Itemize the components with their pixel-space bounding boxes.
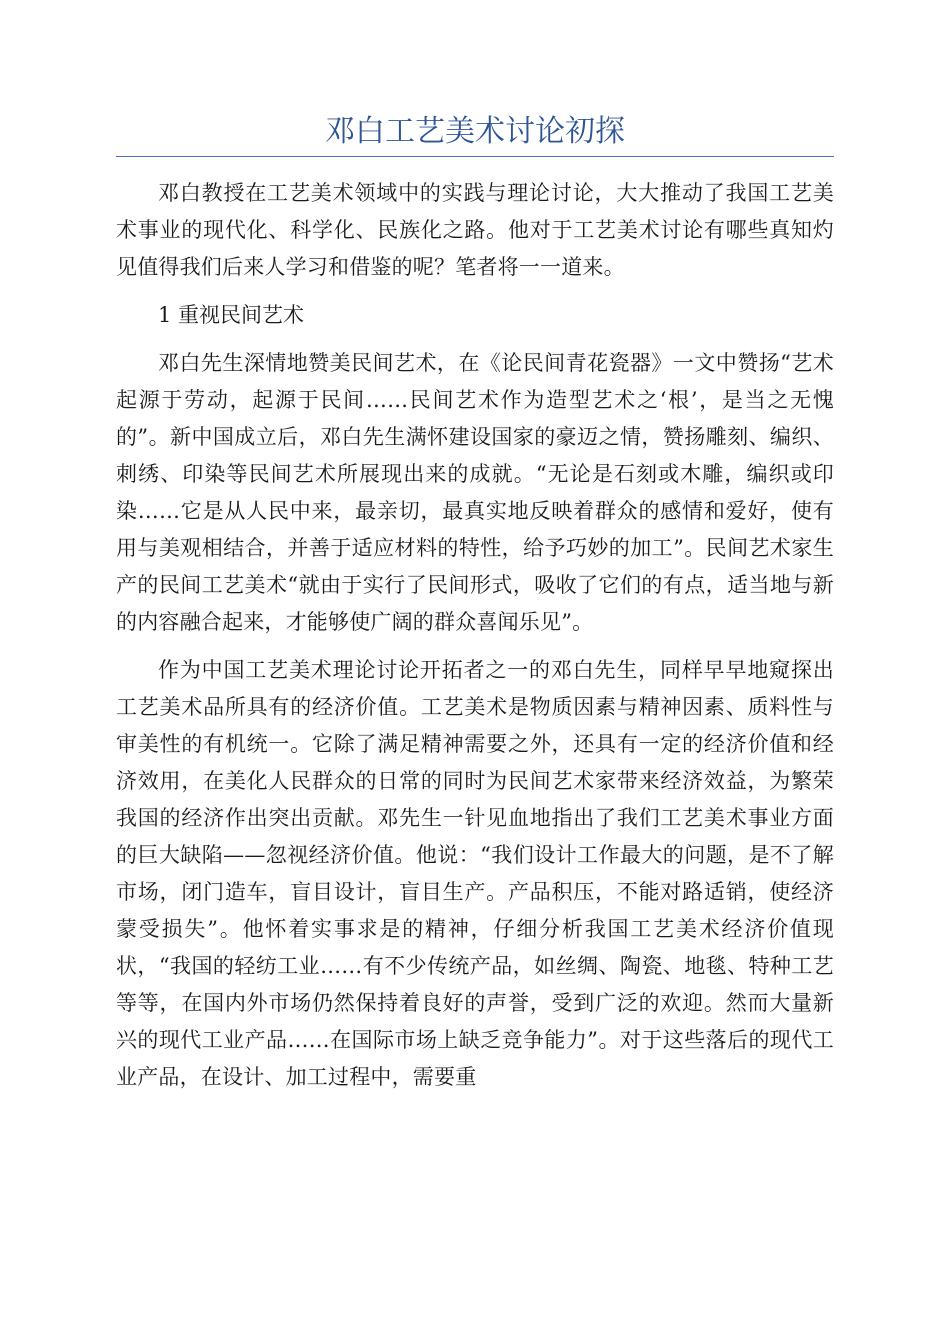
document-page	[116, 112, 834, 1107]
section-heading-folk-art: 1 重视民间艺术	[158, 303, 305, 327]
title-underline	[116, 156, 834, 157]
paragraph-folk-art: 邓白先生深情地赞美民间艺术，在《论民间青花瓷器》一文中赞扬“艺术起源于劳动，起源于民间……民间艺术作为造型艺术之‘根’，是当之无愧的”。新中国成立后，邓白先生满怀建设国家的豪迈之情，赞扬雕刻、编织、刺绣、印染等民间艺术所展现出来的成就。“无论是石刻或木雕，编织或印染……它是从人民中来，最亲切，最真实地反映着群众的感情和爱好，使有用与美观相结合，并善于适应材料的特性，给予巧妙的加工”。民间艺术家生产的民间工艺美术“就由于实行了民间形式，吸收了它们的有点，适当地与新的内容融合起来，才能够使广阔的群众喜闻乐见”。	[116, 351, 834, 634]
document-title: 邓白工艺美术讨论初探	[325, 114, 625, 149]
paragraph-intro: 邓白教授在工艺美术领域中的实践与理论讨论，大大推动了我国工艺美术事业的现代化、科学化、民族化之路。他对于工艺美术讨论有哪些真知灼见值得我们后来人学习和借鉴的呢？笔者将一一道来。	[116, 181, 834, 279]
paragraph-economic-value: 作为中国工艺美术理论讨论开拓者之一的邓白先生，同样早早地窥探出工艺美术品所具有的经济价值。工艺美术是物质因素与精神因素、质料性与审美性的有机统一。它除了满足精神需要之外，还具有一定的经济价值和经济效用，在美化人民群众的日常的同时为民间艺术家带来经济效益，为繁荣我国的经济作出突出贡献。邓先生一针见血地指出了我们工艺美术事业方面的巨大缺陷——忽视经济价值。他说：“我们设计工作最大的问题，是不了解市场，闭门造车，盲目设计，盲目生产。产品积压，不能对路适销，使经济蒙受损失”。他怀着实事求是的精神，仔细分析我国工艺美术经济价值现状，“我国的轻纺工业……有不少传统产品，如丝绸、陶瓷、地毯、特种工艺等等，在国内外市场仍然保持着良好的声誉，受到广泛的欢迎。然而大量新兴的现代工业产品……在国际市场上缺乏竞争能力”。对于这些落后的现代工业产品，在设计、加工过程中，需要重	[116, 658, 834, 1089]
